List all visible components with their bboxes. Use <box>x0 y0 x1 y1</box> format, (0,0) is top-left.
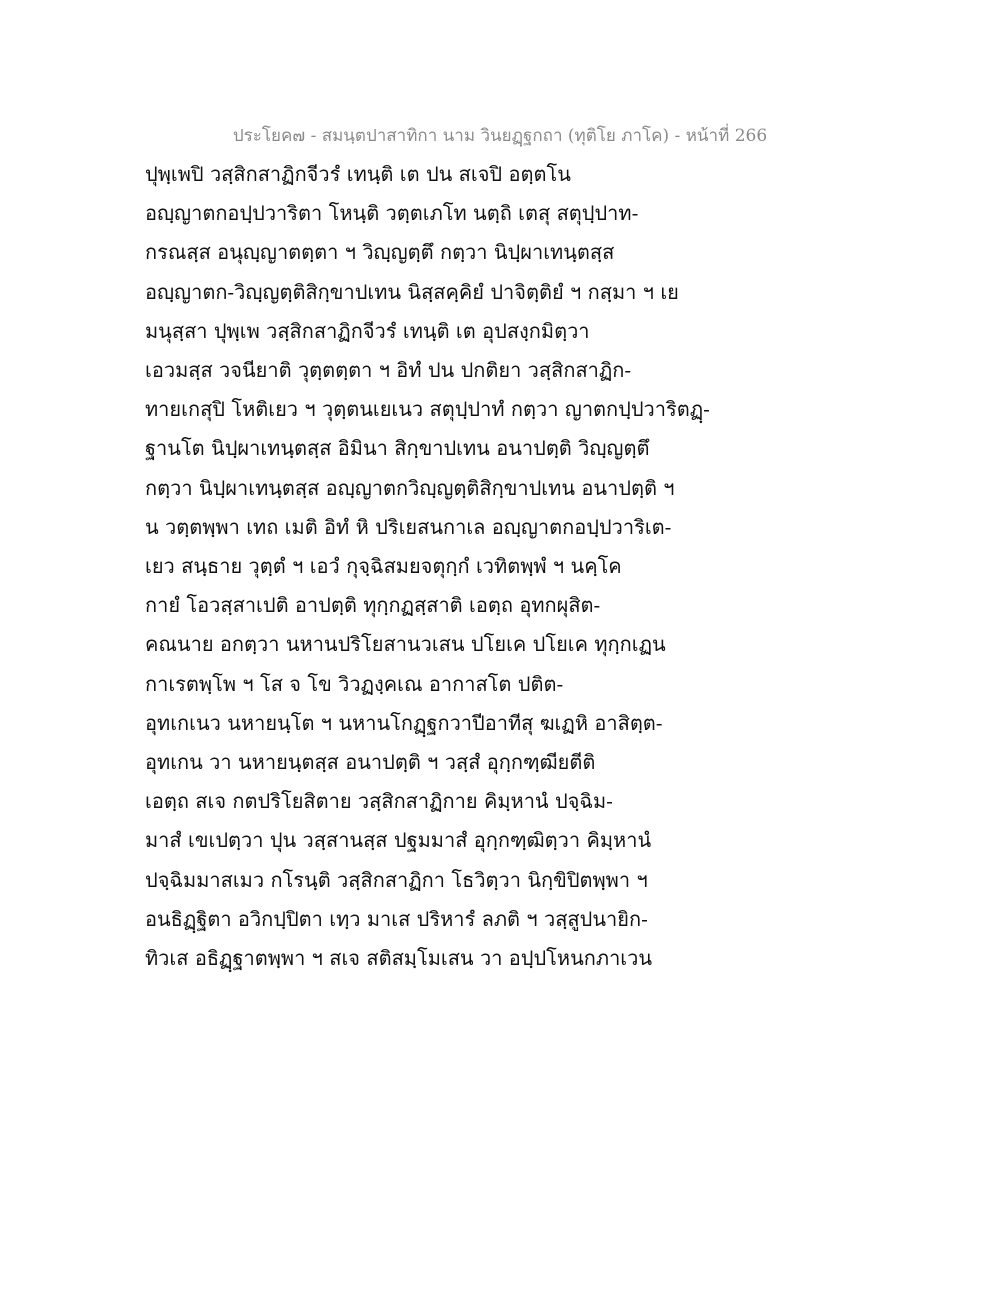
text-line: อนธิฏฺฐิตา อวิกปฺปิตา เทฺว มาเส ปริหารํ ลภติ ฯ วสฺสูปนายิก- <box>145 906 648 931</box>
text-line: มาสํ เขเปตฺวา ปุน วสฺสานสฺส ปฐมมาสํ อุกฺกฑฺฒิตฺวา คิมฺหานํ <box>145 828 652 853</box>
text-line: เยว สนฺธาย วุตฺตํ ฯ เอวํ กุจฺฉิสมยจตุกฺกํ เวทิตพฺพํ ฯ นคฺโค <box>145 554 622 579</box>
text-line: กตฺวา นิปฺผาเทนฺตสฺส อญฺญาตกวิญฺญตฺติสิกฺขาปเทน อนาปตฺติ ฯ <box>145 475 675 500</box>
text-line: อญฺญาตก-วิญฺญตฺติสิกฺขาปเทน นิสฺสคฺคิยํ ปาจิตฺติยํ ฯ กสฺมา ฯ เย <box>145 279 679 304</box>
text-line: ปจฺฉิมมาสเมว กโรนฺติ วสฺสิกสาฏิกา โธวิตฺวา นิกฺขิปิตพฺพา ฯ <box>145 867 648 892</box>
text-line: ปุพฺเพปิ วสฺสิกสาฏิกจีวรํ เทนฺติ เต ปน สเจปิ อตฺตโน <box>145 162 571 186</box>
text-line: อุทเกเนว นหายนฺโต ฯ นหานโกฏฺฐกวาปีอาทีสุ ฆเฏหิ อาสิตฺต- <box>145 710 663 735</box>
text-line: ทายเกสุปิ โหติเยว ฯ วุตฺตนเยเนว สตุปฺปาทํ กตฺวา ญาตกปฺปวาริตฏฺ- <box>145 397 710 422</box>
text-line: กาเรตพฺโพ ฯ โส จ โข วิวฏงฺคเณ อากาสโต ปติต- <box>145 671 564 696</box>
text-line: กรณสฺส อนุญฺญาตตฺตา ฯ วิญฺญตฺตึ กตฺวา นิปฺผาเทนฺตสฺส <box>145 240 615 265</box>
text-line: อญฺญาตกอปฺปวาริตา โหนฺติ วตฺตเภโท นตฺถิ เตสุ สตุปฺปาท- <box>145 201 639 226</box>
text-line: อุทเกน วา นหายนฺตสฺส อนาปตฺติ ฯ วสฺสํ อุกฺกฑฺฒียตีติ <box>145 750 596 775</box>
text-line: มนุสฺสา ปุพฺเพ วสฺสิกสาฏิกจีวรํ เทนฺติ เต อุปสงฺกมิตฺวา <box>145 318 590 343</box>
text-line: กายํ โอวสฺสาเปติ อาปตฺติ ทุกฺกฏสฺสาติ เอตฺถ อุทกผุสิต- <box>145 593 601 618</box>
running-header: ประโยค๗ - สมนฺตปาสาทิกา นาม วินยฏฺฐกถา (ทุติโย ภาโค) - หน้าที่ 266 <box>232 126 768 146</box>
body-text <box>145 155 710 978</box>
text-line: ทิวเส อธิฏฺฐาตพฺพา ฯ สเจ สติสมฺโมเสน วา อปฺปโหนกภาเวน <box>145 946 653 971</box>
text-line: คณนาย อกตฺวา นหานปริโยสานวเสน ปโยเค ปโยเค ทุกฺกเฏน <box>145 632 666 657</box>
text-line: เอตฺถ สเจ กตปริโยสิตาย วสฺสิกสาฏิกาย คิมฺหานํ ปจฺฉิม- <box>145 789 613 814</box>
text-line: ฐานโต นิปฺผาเทนฺตสฺส อิมินา สิกฺขาปเทน อนาปตฺติ วิญฺญตฺตึ <box>145 436 650 461</box>
text-line: น วตฺตพฺพา เทถ เมติ อิทํ หิ ปริเยสนกาเล อญฺญาตกอปฺปวาริเต- <box>145 514 672 539</box>
text-line: เอวมสฺส วจนียาติ วุตฺตตฺตา ฯ อิทํ ปน ปกติยา วสฺสิกสาฏิก- <box>145 358 632 383</box>
